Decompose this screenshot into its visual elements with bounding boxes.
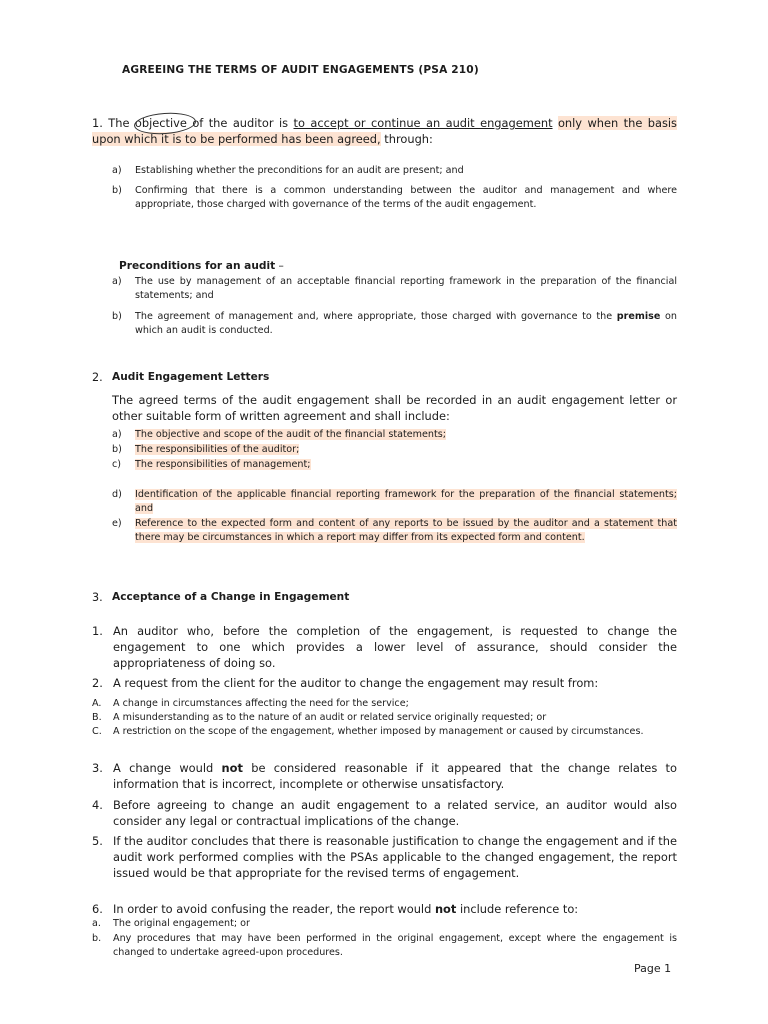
bold-word: not xyxy=(221,761,243,775)
numbered-paragraph xyxy=(92,797,677,829)
list-item xyxy=(92,917,677,931)
paragraph-text-end: include reference to: xyxy=(456,902,579,916)
numbered-paragraph xyxy=(92,760,677,792)
paragraph-number: 4. xyxy=(92,798,103,812)
list-item xyxy=(112,184,677,212)
item-label: b) xyxy=(112,444,122,455)
list-item xyxy=(112,275,677,303)
list-item xyxy=(112,488,677,516)
highlighted-phrase: only when the basis upon which it is to be performed has been agreed, xyxy=(92,116,677,146)
section-2-number: 2. xyxy=(92,371,103,384)
item-label: a) xyxy=(112,276,122,287)
item-text: A restriction on the scope of the engagement, whether imposed by management or caused by circumstances. xyxy=(113,726,644,737)
paragraph-text: An auditor who, before the completion of the engagement, is requested to change the engagement to one which provides a lower level of assurance, should consider the appropriateness of doing so. xyxy=(113,624,677,670)
numbered-paragraph xyxy=(92,623,677,671)
objective-text: of the auditor is xyxy=(186,116,294,130)
item-label: b) xyxy=(112,185,122,196)
item-text: The agreement of management and, where appropriate, those charged with governance to the xyxy=(135,311,617,322)
numbered-paragraph xyxy=(92,675,677,691)
item-label: d) xyxy=(112,489,122,500)
item-text: The original engagement; or xyxy=(113,918,250,929)
item-text-end: on which an audit is conducted. xyxy=(135,311,677,336)
page-number: Page 1 xyxy=(634,962,672,975)
item-text: Establishing whether the preconditions for an audit are present; and xyxy=(135,165,464,176)
item-text: Any procedures that may have been performed in the original engagement, except where the engagement is changed to undertake agreed-upon procedures. xyxy=(113,933,677,958)
list-item xyxy=(92,725,677,739)
item-label: b. xyxy=(92,933,102,944)
bold-word: not xyxy=(434,902,457,916)
paragraph-number: 2. xyxy=(92,676,103,690)
list-item xyxy=(112,310,677,338)
item-label: C. xyxy=(92,726,102,737)
item-text: The responsibilities of management; xyxy=(135,459,311,470)
paragraph-text: In order to avoid confusing the reader, the report would xyxy=(113,902,435,916)
item-label: b) xyxy=(112,311,122,322)
item-label: e) xyxy=(112,518,122,529)
list-item xyxy=(112,428,677,442)
item-text: Confirming that there is a common understanding between the auditor and management and where appropriate, those charged with governance of the terms of the audit engagement. xyxy=(135,185,677,210)
underlined-phrase: to accept or continue an audit engagement xyxy=(293,116,553,130)
item-label: c) xyxy=(112,459,122,470)
section-2-heading: Audit Engagement Letters xyxy=(112,371,270,383)
list-item xyxy=(92,932,677,960)
item-text: Identification of the applicable financial reporting framework for the preparation of the financial statements; and xyxy=(135,489,677,514)
item-label: A. xyxy=(92,698,102,709)
heading-dash: – xyxy=(275,260,284,272)
item-text: The responsibilities of the auditor; xyxy=(135,444,300,455)
list-item xyxy=(92,697,677,711)
numbered-paragraph xyxy=(92,901,677,917)
paragraph-number: 1. xyxy=(92,624,103,638)
item-label: a) xyxy=(112,429,122,440)
item-label: a. xyxy=(92,918,101,929)
paragraph-text-end: be considered reasonable if it appeared that the change relates to information that is incorrect, incomplete or otherwise unsatisfactory. xyxy=(113,761,677,791)
paragraph-text: Before agreeing to change an audit engagement to a related service, an auditor would also consider any legal or contractual implications of the change. xyxy=(113,798,677,828)
paragraph-number: 6. xyxy=(92,902,103,916)
objective-end: through: xyxy=(380,132,433,146)
section-3-heading: Acceptance of a Change in Engagement xyxy=(112,591,350,603)
paragraph-number: 3. xyxy=(92,761,103,775)
preconditions-heading-text: Preconditions for an audit xyxy=(119,260,276,272)
objective-word: objective xyxy=(134,116,187,130)
item-label: a) xyxy=(112,165,122,176)
paragraph-text: If the auditor concludes that there is reasonable justification to change the engagement and if the audit work performed complies with the PSAs applicable to the changed engagement, the report issued would be that appropriate for the revised terms of engagement. xyxy=(113,834,677,880)
item-label: B. xyxy=(92,712,102,723)
paragraph-number: 5. xyxy=(92,834,103,848)
document-title: AGREEING THE TERMS OF AUDIT ENGAGEMENTS (PSA 210) xyxy=(122,64,479,76)
preconditions-heading xyxy=(119,260,284,272)
paragraph-text: A change would xyxy=(113,761,222,775)
list-item xyxy=(112,164,677,178)
list-item xyxy=(92,711,677,725)
section-3-number: 3. xyxy=(92,591,103,604)
item-text: The objective and scope of the audit of the financial statements; xyxy=(135,429,446,440)
item-text: A misunderstanding as to the nature of an audit or related service originally requested; or xyxy=(113,712,547,723)
item-text: A change in circumstances affecting the need for the service; xyxy=(113,698,409,709)
bold-word: premise xyxy=(616,311,661,322)
numbered-paragraph xyxy=(92,833,677,881)
item-text: The use by management of an acceptable financial reporting framework in the preparation of the financial statements; and xyxy=(135,276,677,301)
list-item xyxy=(112,443,677,457)
section-2-intro: The agreed terms of the audit engagement shall be recorded in an audit engagement letter or other suitable form of written agreement and shall include: xyxy=(112,393,677,423)
section-1-number: 1. The xyxy=(92,116,130,130)
paragraph-text: A request from the client for the auditor to change the engagement may result from: xyxy=(113,676,599,690)
list-item xyxy=(112,458,677,472)
item-text: Reference to the expected form and content of any reports to be issued by the auditor and a statement that there may be circumstances in which a report may differ from its expected form and content. xyxy=(135,518,677,543)
list-item xyxy=(112,517,677,545)
